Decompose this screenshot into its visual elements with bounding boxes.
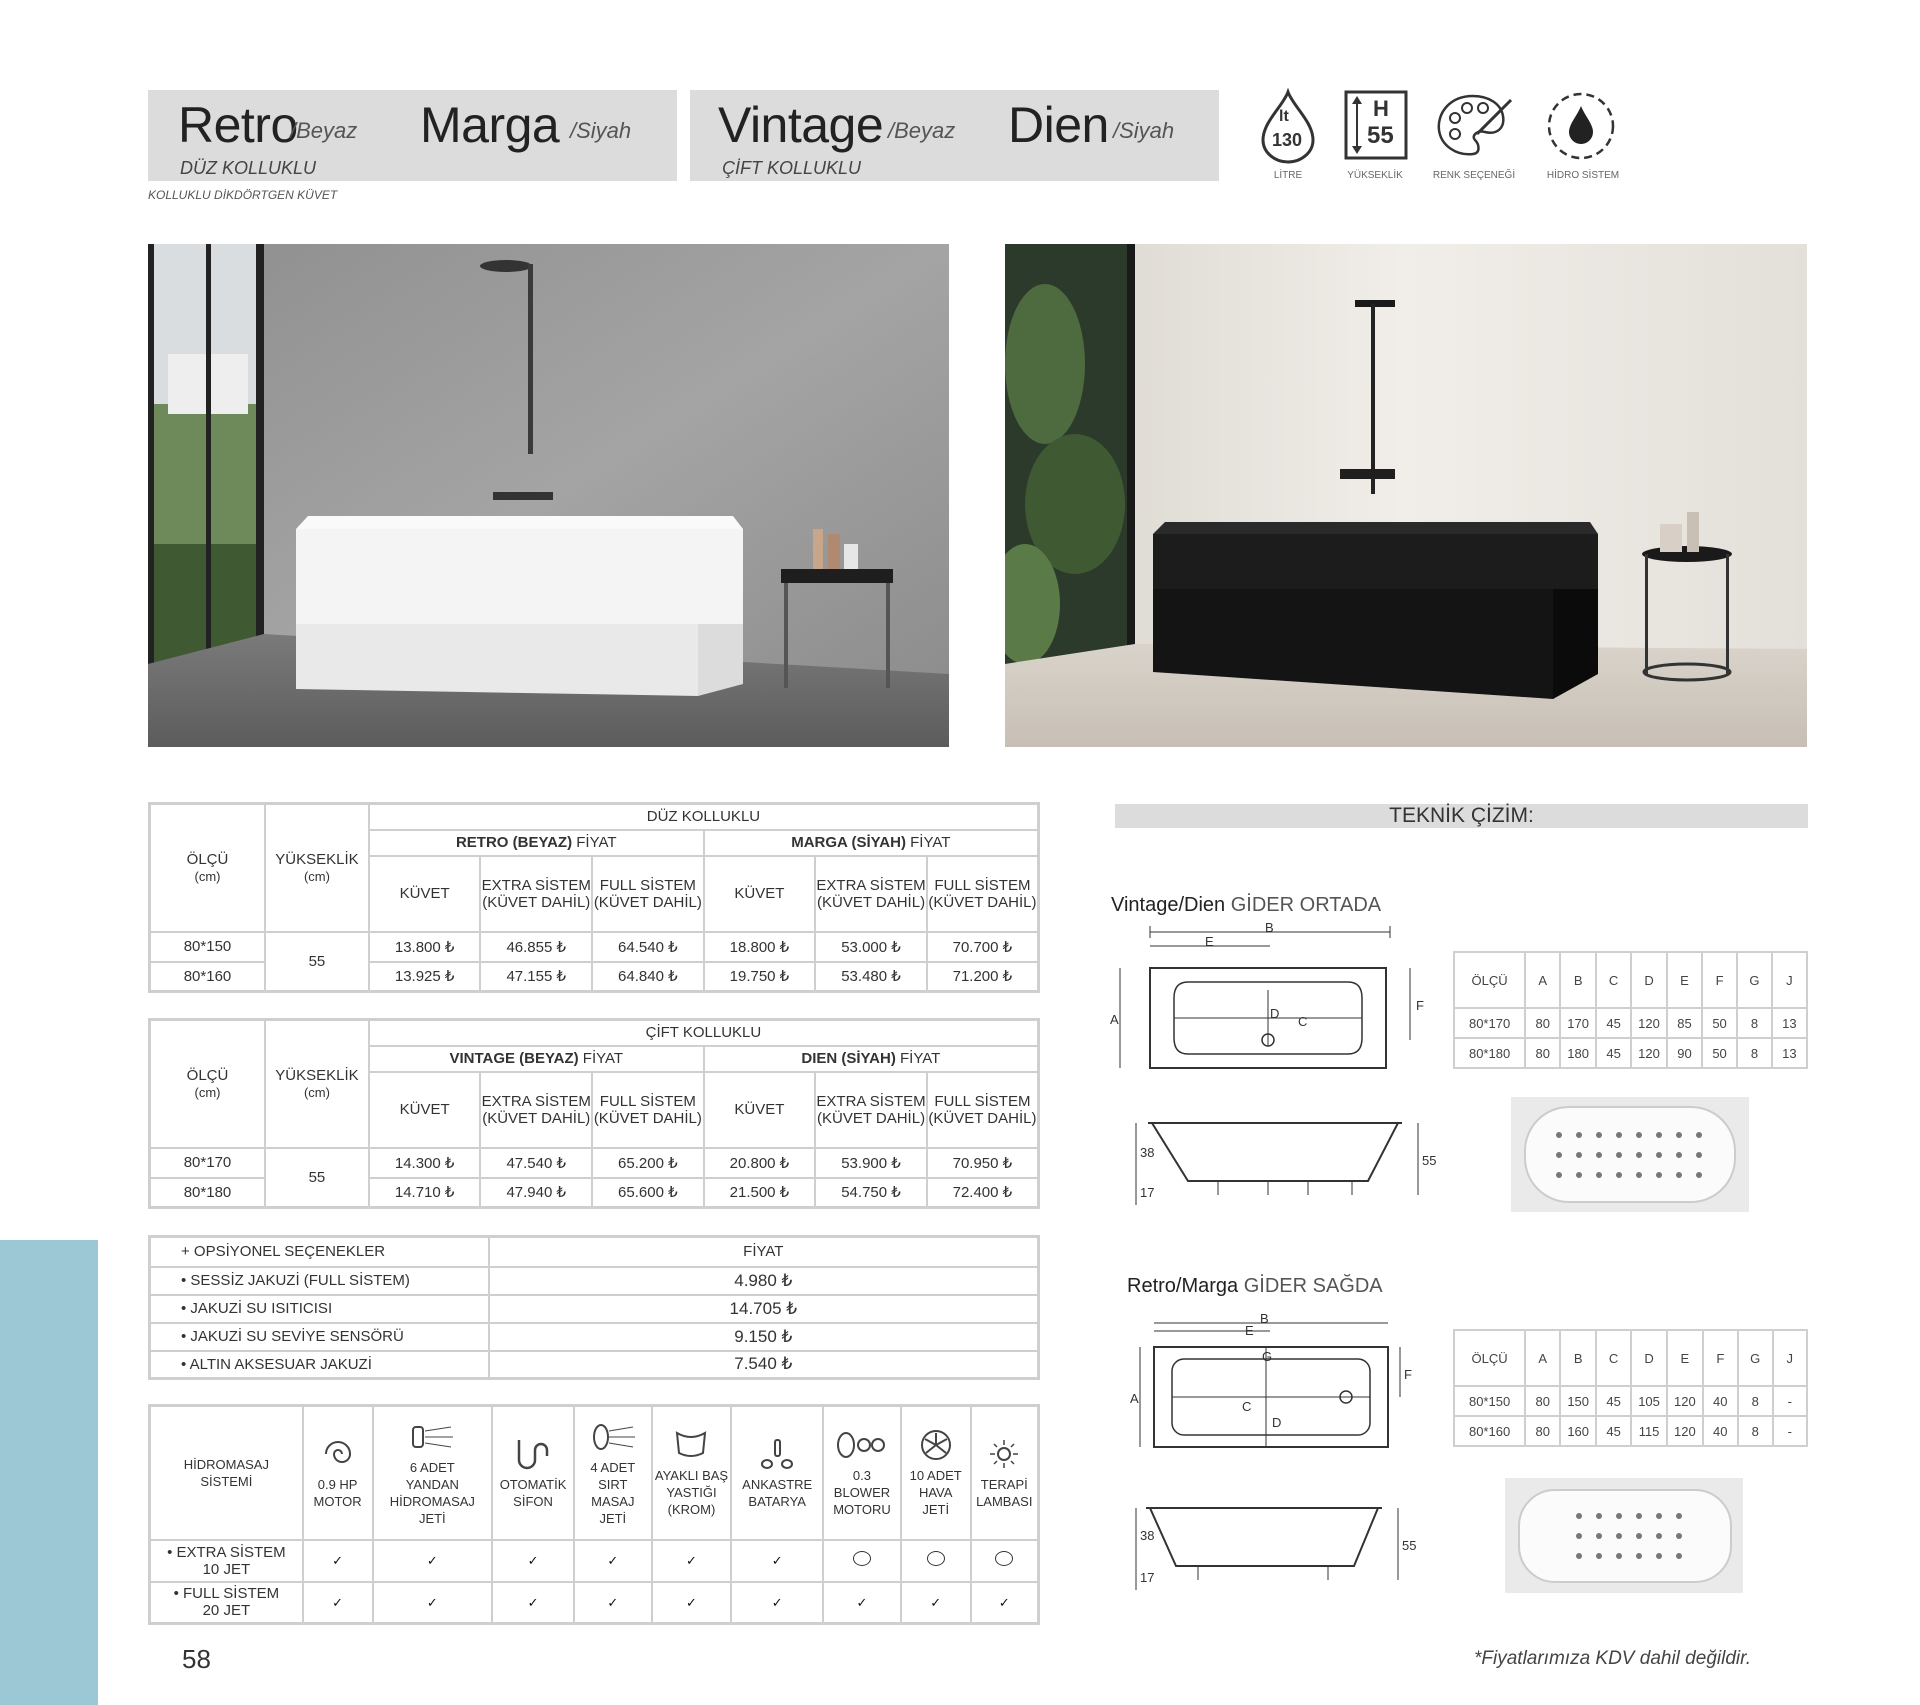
option-label: • SESSİZ JAKUZİ (FULL SİSTEM): [150, 1267, 489, 1295]
jet-dot: [1676, 1132, 1682, 1138]
jet-dot: [1616, 1513, 1622, 1519]
jet-dot: [1596, 1152, 1602, 1158]
jet-dot: [1656, 1172, 1662, 1178]
dim-header: J: [1772, 952, 1807, 1008]
dim-cell: 105: [1631, 1386, 1667, 1416]
price-cell: 64.540 ₺: [592, 932, 704, 962]
liter-icon-value: 130: [1272, 130, 1303, 150]
dim-header: B: [1560, 1330, 1596, 1386]
drawing1-side-view: [1128, 1115, 1438, 1225]
jet-dot: [1596, 1513, 1602, 1519]
dim-label-e: E: [1205, 934, 1214, 949]
jet-dot: [1676, 1152, 1682, 1158]
dim-cell: 50: [1702, 1038, 1737, 1068]
product-name-vintage: Vintage: [718, 97, 884, 153]
price-cell: 47.155 ₺: [480, 962, 592, 992]
dim-header: ÖLÇÜ: [1454, 1330, 1525, 1386]
olcu-header: [150, 1020, 266, 1148]
drawing2-title: [1127, 1275, 1383, 1298]
table-row: [150, 1148, 1039, 1178]
drawing1-title: [1111, 894, 1381, 917]
dim-cell: 170: [1560, 1008, 1596, 1038]
jet-dot: [1576, 1152, 1582, 1158]
jet-dot: [1596, 1553, 1602, 1559]
dim-header: A: [1525, 952, 1560, 1008]
jet-dot: [1676, 1513, 1682, 1519]
model1-header: [369, 830, 704, 856]
dim-header: J: [1773, 1330, 1807, 1386]
dim-cell: 40: [1703, 1386, 1738, 1416]
jet-dot: [1636, 1172, 1642, 1178]
price-cell: 46.855 ₺: [480, 932, 592, 962]
olcu-unit: (cm): [194, 1084, 221, 1100]
product-color-dien: /Siyah: [1113, 118, 1175, 143]
dim-cell: 45: [1596, 1386, 1631, 1416]
drawing1-model: Vintage/Dien: [1111, 894, 1226, 916]
drawing1-drain: GİDER ORTADA: [1230, 894, 1382, 916]
price-cell: 19.750 ₺: [704, 962, 816, 992]
option-label: • JAKUZİ SU SEVİYE SENSÖRÜ: [150, 1323, 489, 1351]
hydro-system-label: HİDRO SİSTEM: [1546, 170, 1620, 181]
dim-38-b: 38: [1140, 1528, 1155, 1543]
height-icon: [1343, 88, 1413, 164]
jet-dot: [1576, 1132, 1582, 1138]
check-icon: ✓: [731, 1582, 823, 1624]
sub-extra: EXTRA SİSTEM (KÜVET DAHİL): [815, 856, 927, 932]
jet-dot: [1596, 1132, 1602, 1138]
jet-dot: [1656, 1533, 1662, 1539]
dim-cell: 150: [1560, 1386, 1596, 1416]
check-icon: ✓: [373, 1540, 493, 1582]
option-price: 9.150 ₺: [489, 1323, 1039, 1351]
hydro-system-icon: [1543, 88, 1623, 164]
dim-cell: 40: [1703, 1416, 1738, 1446]
dim-cell: 180: [1560, 1038, 1596, 1068]
option-price: 7.540 ₺: [489, 1351, 1039, 1379]
feature-air-jet: 10 ADET HAVA JETİ: [901, 1406, 971, 1540]
yukseklik-label: YÜKSEKLİK: [275, 1066, 359, 1084]
dim-header: ÖLÇÜ: [1454, 952, 1525, 1008]
product-color-vintage: /Beyaz: [888, 118, 956, 143]
price-cell: 21.500 ₺: [704, 1178, 816, 1208]
options-price-header: FİYAT: [489, 1237, 1039, 1267]
check-icon: ✓: [971, 1582, 1039, 1624]
dim-header: C: [1596, 1330, 1631, 1386]
dim-header: B: [1560, 952, 1596, 1008]
drawing1-jacuzzi-photo: [1511, 1097, 1749, 1212]
height-label: YÜKSEKLİK: [1347, 170, 1403, 181]
olcu-header: [150, 804, 266, 932]
dim-cell: 80*170: [1454, 1008, 1525, 1038]
jet-dot: [1556, 1172, 1562, 1178]
liter-label: LİTRE: [1273, 170, 1303, 181]
drawing2-jacuzzi-photo: [1505, 1478, 1743, 1593]
jet-dot: [1576, 1553, 1582, 1559]
dim-cell: -: [1773, 1416, 1807, 1446]
check-icon: ✓: [492, 1582, 574, 1624]
group-title: DÜZ KOLLUKLU: [369, 804, 1039, 830]
liter-icon: [1253, 88, 1323, 164]
olcu-label: ÖLÇÜ: [186, 1066, 229, 1084]
olcu-unit: (cm): [194, 868, 221, 884]
price-cell: 65.200 ₺: [592, 1148, 704, 1178]
dim-55-b: 55: [1402, 1538, 1417, 1553]
check-icon: ✓: [574, 1540, 652, 1582]
dim-header: A: [1525, 1330, 1560, 1386]
price-cell: 64.840 ₺: [592, 962, 704, 992]
sub-kuvet: KÜVET: [704, 1072, 816, 1148]
check-icon: ✓: [492, 1540, 574, 1582]
dim-header: G: [1737, 952, 1772, 1008]
feature-motor: 0.9 HP MOTOR: [303, 1406, 373, 1540]
dim-label-c2: C: [1242, 1399, 1252, 1414]
check-icon: ✓: [901, 1582, 971, 1624]
model1-name: RETRO (BEYAZ): [455, 834, 573, 851]
table-row: [150, 1582, 1039, 1624]
yukseklik-label: YÜKSEKLİK: [275, 850, 359, 868]
jet-dot: [1636, 1152, 1642, 1158]
product-color-retro: /Beyaz: [290, 118, 358, 143]
color-palette-icon: [1433, 88, 1515, 164]
dimension-table-vintage: [1453, 951, 1808, 1069]
dim-cell: 50: [1702, 1008, 1737, 1038]
table-row: [150, 1540, 1039, 1582]
drawing2-side-view: [1128, 1500, 1428, 1610]
model2-header: [704, 830, 1039, 856]
dim-55: 55: [1422, 1153, 1437, 1168]
hydro-title: HİDROMASAJ SİSTEMİ: [150, 1406, 303, 1540]
table-row: [1454, 1008, 1807, 1038]
price-cell: 53.480 ₺: [815, 962, 927, 992]
jet-dot: [1636, 1513, 1642, 1519]
dim-cell: 120: [1631, 1008, 1667, 1038]
dim-38: 38: [1140, 1145, 1155, 1160]
jet-dot: [1696, 1152, 1702, 1158]
sub-extra: EXTRA SİSTEM (KÜVET DAHİL): [480, 1072, 592, 1148]
jet-dot: [1576, 1533, 1582, 1539]
table-row: [150, 1295, 1039, 1323]
price-cell: 47.540 ₺: [480, 1148, 592, 1178]
jet-dot: [1656, 1132, 1662, 1138]
sub-full: FULL SİSTEM (KÜVET DAHİL): [927, 1072, 1039, 1148]
price-table-cift-kolluklu: [148, 1018, 1040, 1209]
therapy-lamp-icon: [984, 1436, 1024, 1472]
price-cell: 13.800 ₺: [369, 932, 481, 962]
table-row: [150, 1351, 1039, 1379]
jet-dot: [1616, 1172, 1622, 1178]
back-jet-icon: [589, 1419, 637, 1455]
olcu-label: ÖLÇÜ: [186, 850, 229, 868]
dim-header: D: [1631, 952, 1667, 1008]
dim-label-b: B: [1265, 920, 1274, 935]
dim-cell: 90: [1667, 1038, 1702, 1068]
yukseklik-header: [265, 804, 369, 932]
photo-dien-bathtub: [1005, 244, 1807, 747]
circle-icon: [853, 1551, 871, 1566]
dim-cell: 120: [1631, 1038, 1667, 1068]
price-cell: 70.950 ₺: [927, 1148, 1039, 1178]
liter-icon-unit: lt: [1279, 108, 1289, 125]
system-name: • FULL SİSTEM 20 JET: [150, 1582, 303, 1624]
headrest-icon: [669, 1427, 713, 1463]
table-row: [150, 1267, 1039, 1295]
sub-full: FULL SİSTEM (KÜVET DAHİL): [592, 856, 704, 932]
price-cell: 18.800 ₺: [704, 932, 816, 962]
dim-label-e2: E: [1245, 1323, 1254, 1338]
table-row: [150, 1323, 1039, 1351]
sub-kuvet: KÜVET: [704, 856, 816, 932]
dim-17-b: 17: [1140, 1570, 1155, 1585]
not-included-circle-icon: [901, 1540, 971, 1582]
model1-fiyat: FİYAT: [582, 1050, 624, 1067]
yukseklik-unit: (cm): [303, 1084, 330, 1100]
dim-cell: 80: [1525, 1038, 1560, 1068]
jet-dot: [1696, 1172, 1702, 1178]
option-label: • ALTIN AKSESUAR JAKUZİ: [150, 1351, 489, 1379]
model2-name: MARGA (SİYAH): [791, 834, 906, 851]
price-cell: 47.940 ₺: [480, 1178, 592, 1208]
dim-label-a2: A: [1130, 1391, 1139, 1406]
feature-blower: 0.3 BLOWER MOTORU: [823, 1406, 901, 1540]
dim-cell: 45: [1596, 1008, 1631, 1038]
jet-dot: [1616, 1152, 1622, 1158]
dim-cell: 8: [1737, 1008, 1772, 1038]
price-cell: 14.300 ₺: [369, 1148, 481, 1178]
row-height: 55: [265, 1148, 369, 1208]
model2-fiyat: FİYAT: [900, 1050, 941, 1067]
circle-icon: [927, 1551, 945, 1566]
dim-cell: 80: [1525, 1386, 1560, 1416]
dim-cell: 115: [1631, 1416, 1667, 1446]
circle-icon: [995, 1551, 1013, 1566]
technical-title: TEKNİK ÇİZİM:: [1115, 804, 1808, 828]
optional-items-table: [148, 1235, 1040, 1380]
model1-header: [369, 1046, 704, 1072]
jet-dot: [1596, 1533, 1602, 1539]
blower-icon: [834, 1427, 890, 1463]
dim-label-g2: G: [1262, 1349, 1273, 1364]
model2-fiyat: FİYAT: [910, 834, 951, 851]
jet-dot: [1676, 1553, 1682, 1559]
feature-therapy-lamp: TERAPİ LAMBASI: [971, 1406, 1039, 1540]
jet-dot: [1616, 1533, 1622, 1539]
drawing1-top-view: [1110, 920, 1430, 1080]
dim-cell: 120: [1667, 1386, 1703, 1416]
feature-headrest: AYAKLI BAŞ YASTIĞI (KROM): [652, 1406, 732, 1540]
dim-cell: 8: [1738, 1416, 1773, 1446]
table-row: [1454, 1038, 1807, 1068]
option-price: 14.705 ₺: [489, 1295, 1039, 1323]
dim-cell: 160: [1560, 1416, 1596, 1446]
group-title: ÇİFT KOLLUKLU: [369, 1020, 1039, 1046]
product-name-marga: Marga: [420, 97, 560, 153]
feature-side-jet: 6 ADET YANDAN HİDROMASAJ JETİ: [373, 1406, 493, 1540]
drawing2-drain: GİDER SAĞDA: [1243, 1275, 1383, 1297]
jet-dot: [1656, 1553, 1662, 1559]
dim-cell: 45: [1596, 1038, 1631, 1068]
hydromassage-table: [148, 1404, 1040, 1625]
drawing2-model: Retro/Marga: [1127, 1275, 1239, 1297]
product-color-marga: /Siyah: [570, 118, 632, 143]
jet-dot: [1656, 1513, 1662, 1519]
dim-label-a: A: [1110, 1012, 1119, 1027]
dim-cell: -: [1773, 1386, 1807, 1416]
dim-cell: 8: [1738, 1386, 1773, 1416]
sub-full: FULL SİSTEM (KÜVET DAHİL): [927, 856, 1039, 932]
dim-cell: 45: [1596, 1416, 1631, 1446]
jet-dot: [1616, 1132, 1622, 1138]
feature-back-jet: 4 ADET SIRT MASAJ JETİ: [574, 1406, 652, 1540]
sub-kuvet: KÜVET: [369, 856, 481, 932]
row-olcu: 80*150: [150, 932, 266, 962]
model2-header: [704, 1046, 1039, 1072]
product-name-retro: Retro: [178, 97, 298, 153]
dim-header: F: [1702, 952, 1737, 1008]
dim-cell: 80: [1525, 1008, 1560, 1038]
row-olcu: 80*170: [150, 1148, 266, 1178]
dim-label-d2: D: [1272, 1415, 1282, 1430]
dim-cell: 80*180: [1454, 1038, 1525, 1068]
check-icon: ✓: [652, 1540, 732, 1582]
dim-label-f2: F: [1404, 1367, 1412, 1382]
jet-dot: [1576, 1513, 1582, 1519]
price-cell: 53.900 ₺: [815, 1148, 927, 1178]
product-name-dien: Dien: [1008, 97, 1109, 153]
price-cell: 71.200 ₺: [927, 962, 1039, 992]
drawing2-top-view: [1130, 1311, 1430, 1465]
row-olcu: 80*180: [150, 1178, 266, 1208]
jet-dot: [1696, 1132, 1702, 1138]
dim-cell: 120: [1667, 1416, 1703, 1446]
price-cell: 20.800 ₺: [704, 1148, 816, 1178]
price-cell: 13.925 ₺: [369, 962, 481, 992]
dim-cell: 80*160: [1454, 1416, 1525, 1446]
check-icon: ✓: [373, 1582, 493, 1624]
option-label: • JAKUZİ SU ISITICISI: [150, 1295, 489, 1323]
not-included-circle-icon: [823, 1540, 901, 1582]
row-olcu: 80*160: [150, 962, 266, 992]
product-type-left: DÜZ KOLLUKLU: [180, 158, 317, 178]
jet-dot: [1656, 1152, 1662, 1158]
option-price: 4.980 ₺: [489, 1267, 1039, 1295]
product-caption: KOLLUKLU DİKDÖRTGEN KÜVET: [148, 188, 338, 202]
feature-faucet: ANKASTRE BATARYA: [731, 1406, 823, 1540]
price-cell: 70.700 ₺: [927, 932, 1039, 962]
yukseklik-header: [265, 1020, 369, 1148]
model2-name: DIEN (SİYAH): [801, 1050, 896, 1067]
sub-kuvet: KÜVET: [369, 1072, 481, 1148]
dim-label-f: F: [1416, 998, 1424, 1013]
check-icon: ✓: [731, 1540, 823, 1582]
photo-retro-bathtub: [148, 244, 949, 747]
price-cell: 65.600 ₺: [592, 1178, 704, 1208]
model1-fiyat: FİYAT: [576, 834, 617, 851]
table-row: [1454, 1416, 1807, 1446]
dim-header: G: [1738, 1330, 1773, 1386]
faucet-icon: [757, 1436, 797, 1472]
options-title: + OPSİYONEL SEÇENEKLER: [150, 1237, 489, 1267]
dim-cell: 80*150: [1454, 1386, 1525, 1416]
sub-extra: EXTRA SİSTEM (KÜVET DAHİL): [480, 856, 592, 932]
sub-extra: EXTRA SİSTEM (KÜVET DAHİL): [815, 1072, 927, 1148]
height-icon-value: 55: [1367, 122, 1394, 149]
price-cell: 53.000 ₺: [815, 932, 927, 962]
dim-header: F: [1703, 1330, 1738, 1386]
air-jet-icon: [916, 1427, 956, 1463]
jet-dot: [1556, 1152, 1562, 1158]
not-included-circle-icon: [971, 1540, 1039, 1582]
jet-dot: [1576, 1172, 1582, 1178]
yukseklik-unit: (cm): [303, 868, 330, 884]
table-row: [1454, 1386, 1807, 1416]
jet-dot: [1636, 1553, 1642, 1559]
jet-dot: [1636, 1132, 1642, 1138]
dim-header: D: [1631, 1330, 1667, 1386]
check-icon: ✓: [303, 1540, 373, 1582]
price-cell: 14.710 ₺: [369, 1178, 481, 1208]
dim-label-b2: B: [1260, 1311, 1269, 1326]
dim-17: 17: [1140, 1185, 1155, 1200]
price-table-duz-kolluklu: [148, 802, 1040, 993]
dim-cell: 13: [1772, 1038, 1807, 1068]
check-icon: ✓: [823, 1582, 901, 1624]
jet-dot: [1676, 1533, 1682, 1539]
model1-name: VINTAGE (BEYAZ): [449, 1050, 579, 1067]
product-type-right: ÇİFT KOLLUKLU: [722, 158, 862, 178]
page-number: 58: [182, 1644, 211, 1674]
siphon-icon: [511, 1436, 555, 1472]
dim-header: E: [1667, 952, 1702, 1008]
dimension-table-retro: [1453, 1329, 1808, 1447]
color-palette-label: RENK SEÇENEĞİ: [1432, 170, 1516, 181]
dim-header: C: [1596, 952, 1631, 1008]
row-height: 55: [265, 932, 369, 992]
jet-dot: [1636, 1533, 1642, 1539]
sub-full: FULL SİSTEM (KÜVET DAHİL): [592, 1072, 704, 1148]
motor-icon: [318, 1436, 358, 1472]
check-icon: ✓: [652, 1582, 732, 1624]
jet-dot: [1556, 1132, 1562, 1138]
dim-cell: 80: [1525, 1416, 1560, 1446]
feature-siphon: OTOMATİK SİFON: [492, 1406, 574, 1540]
price-cell: 72.400 ₺: [927, 1178, 1039, 1208]
dim-cell: 85: [1667, 1008, 1702, 1038]
height-icon-letter: H: [1373, 96, 1389, 121]
vat-note: *Fiyatlarımıza KDV dahil değildir.: [1474, 1648, 1752, 1669]
side-color-tab: [0, 1240, 98, 1705]
dim-label-c: C: [1298, 1014, 1308, 1029]
dim-cell: 8: [1737, 1038, 1772, 1068]
check-icon: ✓: [574, 1582, 652, 1624]
dim-label-d: D: [1270, 1006, 1280, 1021]
jet-dot: [1596, 1172, 1602, 1178]
dim-header: E: [1667, 1330, 1703, 1386]
system-name: • EXTRA SİSTEM 10 JET: [150, 1540, 303, 1582]
check-icon: ✓: [303, 1582, 373, 1624]
dim-cell: 13: [1772, 1008, 1807, 1038]
jet-dot: [1616, 1553, 1622, 1559]
price-cell: 54.750 ₺: [815, 1178, 927, 1208]
jet-dot: [1676, 1172, 1682, 1178]
table-row: [150, 932, 1039, 962]
side-jet-icon: [407, 1419, 457, 1455]
